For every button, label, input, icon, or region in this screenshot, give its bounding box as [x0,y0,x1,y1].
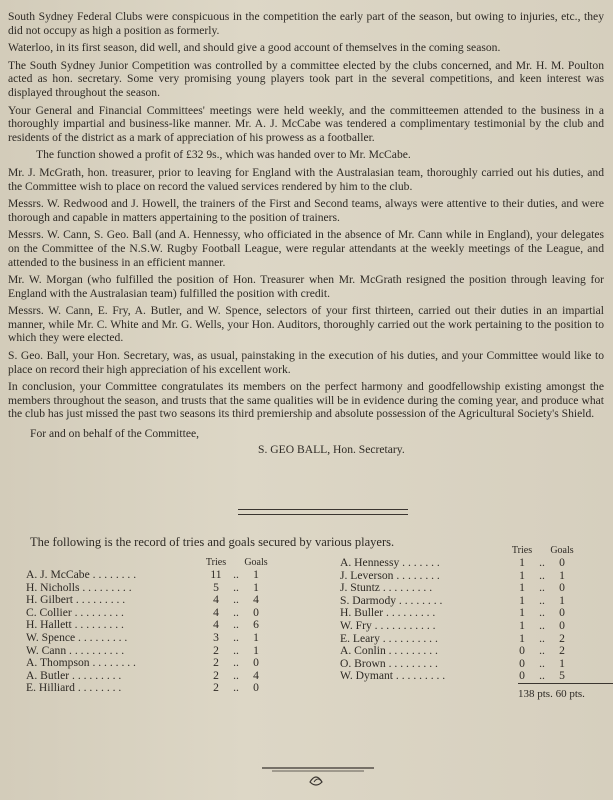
report-paragraph: S. Geo. Ball, your Hon. Secretary, was, as usual, painstaking in the execution of his duties, and your Committee would like to place on record their high appreciation of his excellent work. [8,349,604,376]
player-name: J. Leverson . . . . . . . . [340,569,440,582]
signoff-block [8,427,604,456]
player-name: H. Nicholls . . . . . . . . . [26,581,132,594]
player-tries: 0 [519,644,525,658]
player-name: S. Darmody . . . . . . . . [340,594,443,607]
player-tries: 1 [519,631,525,645]
totals-text: 138 pts. 60 pts. [518,687,585,700]
player-goals: 1 [559,568,565,582]
player-tries: 1 [519,568,525,582]
leader-dots: .. [539,606,545,620]
player-name: H. Gilbert . . . . . . . . . [26,594,126,607]
player-tries: 3 [213,630,219,644]
player-name: A. Hennessy . . . . . . . [340,557,440,569]
player-row [26,607,286,620]
player-tries: 4 [213,593,219,607]
player-name: J. Stuntz . . . . . . . . . [340,582,433,595]
tries-column-header: Tries [511,545,533,556]
leader-dots: .. [233,593,239,607]
player-goals: 0 [559,556,565,569]
player-row [340,607,610,620]
leader-dots: .. [539,618,545,632]
player-goals: 4 [253,593,259,607]
player-name: O. Brown . . . . . . . . . [340,657,438,670]
leader-dots: .. [233,618,239,632]
player-goals: 0 [559,618,565,632]
player-tries: 4 [213,618,219,632]
player-tries: 1 [519,556,525,569]
goals-column-header: Goals [550,545,574,556]
player-name: W. Fry . . . . . . . . . . . [340,619,436,632]
report-paragraph: In conclusion, your Committee congratulates its members on the perfect harmony and goodfellowship existing amongst the members throughout the season, and trusts that the same qualities will be in evidence during the coming year, and produce what the club has just missed the past two seasons its third premiership and absolute possession of the Agricultural Society's Shield. [8,380,604,421]
player-name: E. Hilliard . . . . . . . . [26,682,122,695]
player-tries: 1 [519,606,525,620]
tries-table-header [340,545,610,557]
player-name: W. Cann . . . . . . . . . . [26,644,125,657]
player-name: W. Dymant . . . . . . . . . [340,670,446,683]
player-row [26,619,286,632]
player-row [340,633,610,646]
leader-dots: .. [539,669,545,683]
leader-dots: .. [233,656,239,670]
leader-dots: .. [539,631,545,645]
tries-table-header [26,557,286,569]
totals-row [340,688,610,701]
player-name: A. J. McCabe . . . . . . . . [26,569,137,581]
player-row [26,582,286,595]
player-tries: 2 [213,681,219,695]
player-goals: 2 [559,644,565,658]
player-name: H. Hallett . . . . . . . . . [26,619,124,632]
player-row [26,670,286,683]
player-name: W. Spence . . . . . . . . . [26,631,128,644]
double-rule-divider [238,509,408,515]
leader-dots: .. [233,681,239,695]
player-name: A. Thompson . . . . . . . . [26,657,136,670]
leader-dots: .. [539,593,545,607]
player-row [340,620,610,633]
leader-dots: .. [233,668,239,682]
player-tries: 11 [210,568,222,581]
tries-table-right-column [340,545,610,701]
player-row [340,570,610,583]
report-paragraph: South Sydney Federal Clubs were conspicuous in the competition the early part of the season, but owing to injuries, etc., they did not occupy as high a position as formerly. [8,10,604,37]
total-rule [518,683,613,686]
signature-line: S. GEO BALL, Hon. Secretary. [258,442,405,456]
signoff-line: For and on behalf of the Committee, [30,427,200,441]
report-paragraph: The South Sydney Junior Competition was controlled by a committee elected by the clubs concerned, and Mr. H. M. Poulton acted as hon. secretary. Some very promising young players took part in the several competitions, and keen interest was displayed throughout the season. [8,58,604,99]
leader-dots: .. [233,605,239,619]
player-row [26,569,286,582]
report-paragraph: Messrs. W. Redwood and J. Howell, the trainers of the First and Second teams, always were attentive to their duties, and were thorough and capable in matters appertaining to the position of trainers. [8,197,604,224]
report-paragraph: Waterloo, in its first season, did well, and should give a good account of themselves in the coming season. [8,41,501,55]
player-row [340,557,610,570]
player-tries: 4 [213,605,219,619]
report-paragraph: The function showed a profit of £32 9s., which was handed over to Mr. McCabe. [36,148,411,162]
tries-table-heading: The following is the record of tries and goals secured by various players. [30,535,395,549]
player-name: H. Buller . . . . . . . . . [340,607,436,620]
report-paragraph: Mr. J. McGrath, hon. treasurer, prior to leaving for England with the Australasian team, thoroughly carried out his duties, and the Committee wish to place on record the valued services rendered by him to the club. [8,165,604,193]
committee-report [8,10,604,456]
player-goals: 0 [253,656,259,670]
leader-dots: .. [539,581,545,595]
player-tries: 2 [213,668,219,682]
tries-column-header: Tries [205,557,227,568]
player-goals: 0 [559,581,565,595]
player-row [340,658,610,671]
player-goals: 6 [253,618,259,632]
player-tries: 1 [519,581,525,595]
player-goals: 0 [253,605,259,619]
leader-dots: .. [539,656,545,670]
player-tries: 2 [213,656,219,670]
player-goals: 1 [253,580,259,594]
player-name: A. Butler . . . . . . . . . [26,669,122,682]
player-name: C. Collier . . . . . . . . . [26,606,124,619]
player-goals: 4 [253,668,259,682]
player-goals: 5 [559,669,565,683]
report-paragraph: Mr. W. Morgan (who fulfilled the position of Hon. Treasurer when Mr. McGrath resigned the position through leaving for England with the Australasian team) fulfilled the position with credit. [8,273,604,300]
goals-column-header: Goals [244,557,268,568]
player-row [26,657,286,670]
leader-dots: .. [233,568,239,581]
player-goals: 2 [559,631,565,645]
player-goals: 1 [559,656,565,670]
player-goals: 1 [559,593,565,607]
player-goals: 0 [559,606,565,620]
player-row [26,645,286,658]
report-paragraph: Messrs. W. Cann, S. Geo. Ball (and A. Hennessy, who officiated in the absence of Mr. Cann while in England), your delegates on the Committee of the N.S.W. Rugby Football League, were regular attendants at the weekly meetings of the League, and attended to the business in an efficient manner. [8,228,604,269]
player-goals: 0 [253,681,259,695]
tries-table-left-column [26,557,286,695]
player-name: A. Conlin . . . . . . . . . [340,645,438,658]
leader-dots: .. [233,643,239,657]
player-row [340,670,610,683]
player-tries: 0 [519,669,525,683]
leader-dots: .. [539,556,545,569]
leader-dots: .. [539,568,545,582]
leader-dots: .. [233,630,239,644]
player-row [26,682,286,695]
player-row [26,594,286,607]
player-tries: 0 [519,656,525,670]
player-tries: 5 [213,580,219,594]
report-paragraph: Your General and Financial Committees' meetings were held weekly, and the committeemen attended to the business in a thoroughly impartial and business-like manner. Mr. A. J. McCabe was tendered a complimentary testimonial by the club and residents of the district as a mark of appreciation of his prowess as a footballer. [8,103,604,144]
player-goals: 1 [253,630,259,644]
player-name: E. Leary . . . . . . . . . . [340,632,438,645]
player-row [340,595,610,608]
leader-dots: .. [233,580,239,594]
player-goals: 1 [253,643,259,657]
player-row [26,632,286,645]
player-tries: 1 [519,593,525,607]
player-goals: 1 [253,568,259,581]
player-row [340,645,610,658]
player-row [340,582,610,595]
report-paragraph: Messrs. W. Cann, E. Fry, A. Butler, and W. Spence, selectors of your first thirteen, carried out their duties in an impartial manner, while Mr. C. White and Mr. G. Wells, your Hon. Auditors, thoroughly carried out the work pertaining to the position to which they were elected. [8,304,604,345]
player-tries: 1 [519,618,525,632]
leader-dots: .. [539,644,545,658]
decorative-ornament-icon [258,760,378,790]
player-tries: 2 [213,643,219,657]
